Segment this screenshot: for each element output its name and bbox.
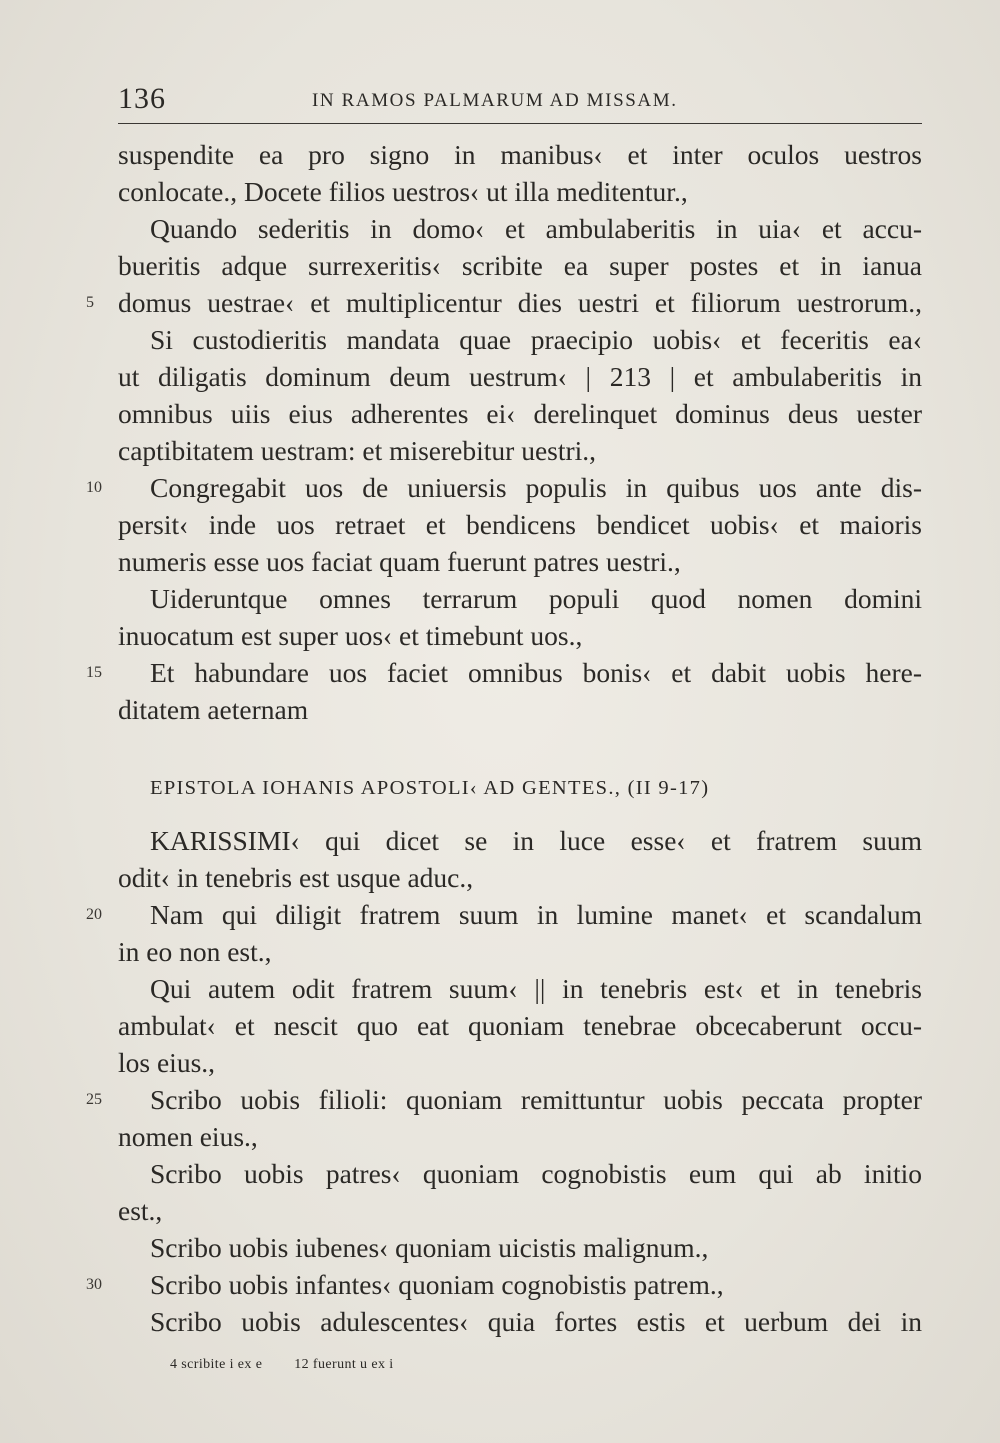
text-line <box>86 654 922 691</box>
text-line <box>118 617 922 654</box>
line-text: in eo non est., <box>118 936 272 967</box>
text-line <box>118 859 922 896</box>
line-text: Uideruntque omnes terrarum populi quod nomen domini <box>150 583 922 614</box>
line-number: 10 <box>86 479 102 496</box>
line-text: Scribo uobis patres‹ quoniam cognobistis eum qui ab initio <box>150 1158 922 1189</box>
line-text: Scribo uobis infantes‹ quoniam cognobistis patrem., <box>150 1269 724 1300</box>
text-line <box>118 173 922 210</box>
footnote: 12 fuerunt u ex i <box>294 1357 394 1372</box>
spacer <box>118 808 922 822</box>
line-number: 20 <box>86 906 102 923</box>
text-line <box>118 1229 922 1266</box>
text-line <box>86 896 922 933</box>
line-text: omnibus uiis eius adherentes ei‹ derelinquet dominus deus uester <box>118 398 922 429</box>
text-line <box>86 284 922 321</box>
line-number: 5 <box>86 294 94 311</box>
text-line <box>118 822 922 859</box>
line-number: 25 <box>86 1091 102 1108</box>
text-line <box>118 1044 922 1081</box>
line-text: persit‹ inde uos retraet et bendicens bendicet uobis‹ et maioris <box>118 509 922 540</box>
section-heading: EPISTOLA IOHANIS APOSTOLI‹ AD GENTES., (II 9-17) <box>150 777 710 799</box>
page-number: 136 <box>118 82 166 115</box>
text-block <box>86 136 922 1340</box>
line-text: odit‹ in tenebris est usque aduc., <box>118 862 474 893</box>
line-text: Qui autem odit fratrem suum‹ || in tenebris est‹ et in tenebris <box>150 973 922 1004</box>
line-number: 15 <box>86 664 102 681</box>
line-text: suspendite ea pro signo in manibus‹ et inter oculos uestros <box>118 139 922 170</box>
text-line <box>118 321 922 358</box>
text-line <box>118 358 922 395</box>
line-text: KARISSIMI‹ qui dicet se in luce esse‹ et fratrem suum <box>150 825 922 856</box>
text-line <box>118 970 922 1007</box>
text-line <box>118 395 922 432</box>
line-text: domus uestrae‹ et multiplicentur dies uestri et filiorum uestrorum., <box>118 287 922 318</box>
line-text: Nam qui diligit fratrem suum in lumine manet‹ et scandalum <box>150 899 922 930</box>
line-text: Scribo uobis adulescentes‹ quia fortes estis et uerbum dei in <box>150 1306 922 1337</box>
page-header <box>118 82 922 122</box>
text-line <box>86 469 922 506</box>
spacer <box>118 728 922 768</box>
text-line <box>118 580 922 617</box>
line-text: inuocatum est super uos‹ et timebunt uos., <box>118 620 583 651</box>
line-text: bueritis adque surrexeritis‹ scribite ea super postes et in ianua <box>118 250 922 281</box>
line-text: est., <box>118 1195 163 1226</box>
footnotes <box>170 1357 422 1373</box>
line-text: Scribo uobis filioli: quoniam remittuntur uobis peccata propter <box>150 1084 922 1115</box>
line-text: Quando sederitis in domo‹ et ambulaberitis in uia‹ et accu- <box>150 213 922 244</box>
text-line <box>86 1081 922 1118</box>
line-text: Scribo uobis iubenes‹ quoniam uicistis malignum., <box>150 1232 709 1263</box>
text-line <box>118 933 922 970</box>
text-line <box>118 136 922 173</box>
running-head: IN RAMOS PALMARUM AD MISSAM. <box>312 90 678 111</box>
line-text: nomen eius., <box>118 1121 258 1152</box>
line-text: ambulat‹ et nescit quo eat quoniam tenebrae obcecaberunt occu- <box>118 1010 922 1041</box>
line-text: Si custodieritis mandata quae praecipio uobis‹ et feceritis ea‹ <box>150 324 922 355</box>
passage-deuteronomy <box>86 136 922 728</box>
line-text: Et habundare uos faciet omnibus bonis‹ et dabit uobis here- <box>150 657 922 688</box>
text-line <box>118 1303 922 1340</box>
line-number: 30 <box>86 1276 102 1293</box>
text-line <box>118 1155 922 1192</box>
text-line <box>118 247 922 284</box>
passage-epistle <box>86 822 922 1340</box>
text-line <box>86 1266 922 1303</box>
text-line <box>118 543 922 580</box>
line-text: ut diligatis dominum deum uestrum‹ | 213 | et ambulaberitis in <box>118 361 922 392</box>
footnote: 4 scribite i ex e <box>170 1357 263 1372</box>
line-text: los eius., <box>118 1047 216 1078</box>
line-text: ditatem aeternam <box>118 694 309 725</box>
line-text: conlocate., Docete filios uestros‹ ut illa meditentur., <box>118 176 688 207</box>
line-text: captibitatem uestram: et miserebitur uestri., <box>118 435 597 466</box>
text-line <box>118 1007 922 1044</box>
line-text: numeris esse uos faciat quam fuerunt patres uestri., <box>118 546 681 577</box>
text-line <box>118 432 922 469</box>
header-rule <box>118 123 922 124</box>
text-line <box>118 210 922 247</box>
text-line <box>118 1118 922 1155</box>
line-text: Congregabit uos de uniuersis populis in quibus uos ante dis- <box>150 472 922 503</box>
text-line <box>118 1192 922 1229</box>
text-line <box>118 506 922 543</box>
text-line <box>118 691 922 728</box>
